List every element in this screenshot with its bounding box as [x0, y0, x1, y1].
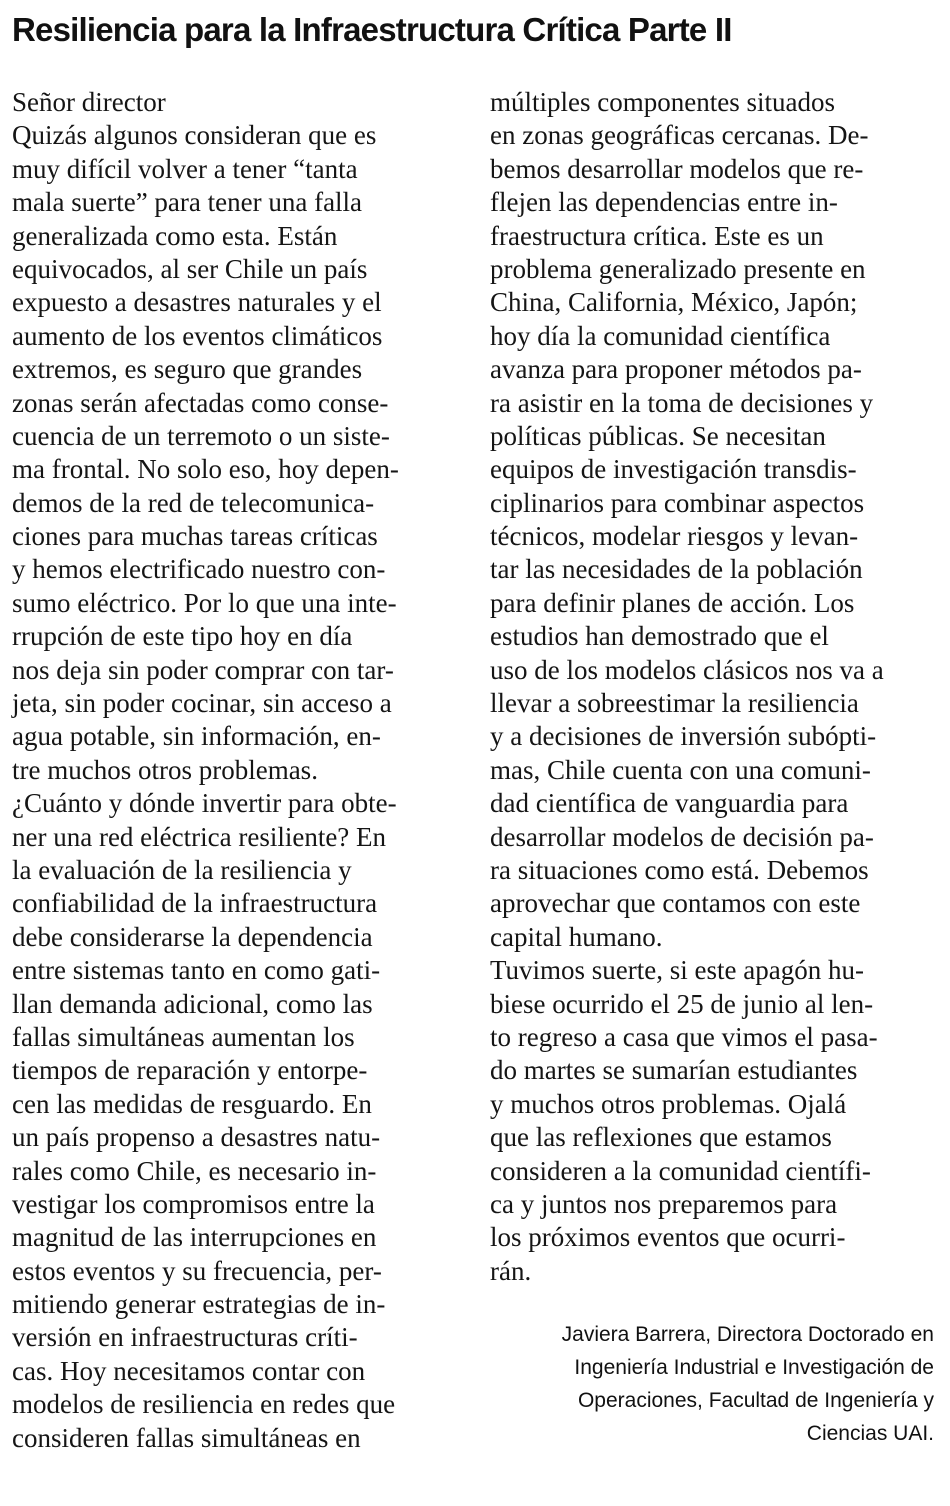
- body-line: to regreso a casa que vimos el pasa-: [490, 1021, 878, 1052]
- body-line: Tuvimos suerte, si este apagón hu-: [490, 955, 864, 986]
- body-line: generalizada como esta. Están: [12, 220, 338, 251]
- body-line: nos deja sin poder comprar con tar-: [12, 654, 394, 685]
- signature-line: Operaciones, Facultad de Ingeniería y: [577, 1389, 934, 1412]
- body-line: en zonas geográficas cercanas. De-: [490, 120, 869, 151]
- signature-line: Ingeniería Industrial e Investigación de: [574, 1356, 934, 1379]
- body-line: aumento de los eventos climáticos: [12, 320, 383, 351]
- body-line: confiabilidad de la infraestructura: [12, 888, 378, 919]
- body-line: los próximos eventos que ocurri-: [490, 1222, 846, 1253]
- body-line: do martes se sumarían estudiantes: [490, 1055, 858, 1086]
- body-line: consideren fallas simultáneas en: [12, 1422, 361, 1453]
- body-line: llevar a sobreestimar la resiliencia: [490, 688, 859, 719]
- body-line: agua potable, sin información, en-: [12, 721, 381, 752]
- body-line: flejen las dependencias entre in-: [490, 187, 838, 218]
- body-line: que las reflexiones que estamos: [490, 1122, 832, 1153]
- body-line: biese ocurrido el 25 de junio al len-: [490, 988, 874, 1019]
- body-line: mitiendo generar estrategias de in-: [12, 1289, 386, 1320]
- body-line: ciones para muchas tareas críticas: [12, 521, 378, 552]
- body-line: cen las medidas de resguardo. En: [12, 1088, 372, 1119]
- body-line: rales como Chile, es necesario in-: [12, 1155, 377, 1186]
- body-line: estos eventos y su frecuencia, per-: [12, 1255, 382, 1286]
- body-line: tiempos de reparación y entorpe-: [12, 1055, 368, 1086]
- left-column: [12, 86, 457, 1455]
- body-line: la evaluación de la resiliencia y: [12, 854, 352, 885]
- body-line: cas. Hoy necesitamos contar con: [12, 1355, 366, 1386]
- author-signature: [474, 1318, 934, 1450]
- body-line: ciplinarios para combinar aspectos: [490, 487, 865, 518]
- body-line: un país propenso a desastres natu-: [12, 1122, 381, 1153]
- body-line: bemos desarrollar modelos que re-: [490, 153, 864, 184]
- body-line: cuencia de un terremoto o un siste-: [12, 420, 390, 451]
- body-line: ra situaciones como está. Debemos: [490, 854, 869, 885]
- body-line: rrupción de este tipo hoy en día: [12, 621, 353, 652]
- body-line: y muchos otros problemas. Ojalá: [490, 1088, 847, 1119]
- body-line: rán.: [490, 1255, 532, 1286]
- body-line: problema generalizado presente en: [490, 253, 866, 284]
- body-line: muy difícil volver a tener “tanta: [12, 153, 358, 184]
- body-line: aprovechar que contamos con este: [490, 888, 861, 919]
- body-line: y hemos electrificado nuestro con-: [12, 554, 386, 585]
- body-line: uso de los modelos clásicos nos va a: [490, 654, 884, 685]
- body-line: ner una red eléctrica resiliente? En: [12, 821, 387, 852]
- body-line: dad científica de vanguardia para: [490, 788, 849, 819]
- body-line: expuesto a desastres naturales y el: [12, 287, 382, 318]
- body-line: llan demanda adicional, como las: [12, 988, 373, 1019]
- body-line: desarrollar modelos de decisión pa-: [490, 821, 874, 852]
- body-line: hoy día la comunidad científica: [490, 320, 831, 351]
- body-line: China, California, México, Japón;: [490, 287, 858, 318]
- salutation: Señor director: [12, 87, 166, 117]
- body-line: Quizás algunos consideran que es: [12, 120, 377, 151]
- body-line: zonas serán afectadas como conse-: [12, 387, 389, 418]
- body-line: mas, Chile cuenta con una comuni-: [490, 754, 871, 785]
- body-line: mala suerte” para tener una falla: [12, 187, 363, 218]
- body-line: vestigar los compromisos entre la: [12, 1188, 375, 1219]
- body-line: extremos, es seguro que grandes: [12, 354, 363, 385]
- body-line: equipos de investigación transdis-: [490, 454, 857, 485]
- body-line: avanza para proponer métodos pa-: [490, 354, 862, 385]
- body-line: fraestructura crítica. Este es un: [490, 220, 824, 251]
- body-line: demos de la red de telecomunica-: [12, 487, 375, 518]
- body-line: magnitud de las interrupciones en: [12, 1222, 377, 1253]
- body-line: versión en infraestructuras críti-: [12, 1322, 358, 1353]
- body-line: capital humano.: [490, 921, 663, 952]
- body-line: jeta, sin poder cocinar, sin acceso a: [12, 688, 392, 719]
- body-line: equivocados, al ser Chile un país: [12, 253, 368, 284]
- body-line: entre sistemas tanto en como gati-: [12, 955, 381, 986]
- body-line: y a decisiones de inversión subópti-: [490, 721, 877, 752]
- body-line: ¿Cuánto y dónde invertir para obte-: [12, 788, 397, 819]
- body-line: políticas públicas. Se necesitan: [490, 420, 826, 451]
- body-line: técnicos, modelar riesgos y levan-: [490, 521, 859, 552]
- body-line: consideren a la comunidad científi-: [490, 1155, 871, 1186]
- body-line: modelos de resiliencia en redes que: [12, 1389, 396, 1420]
- body-line: ra asistir en la toma de decisiones y: [490, 387, 874, 418]
- body-line: ma frontal. No solo eso, hoy depen-: [12, 454, 399, 485]
- body-line: ca y juntos nos preparemos para: [490, 1188, 838, 1219]
- body-line: para definir planes de acción. Los: [490, 587, 855, 618]
- right-column: [490, 86, 938, 1288]
- body-line: tre muchos otros problemas.: [12, 754, 318, 785]
- body-line: múltiples componentes situados: [490, 87, 835, 117]
- body-line: fallas simultáneas aumentan los: [12, 1021, 355, 1052]
- body-line: debe considerarse la dependencia: [12, 921, 373, 952]
- article-headline: Resiliencia para la Infraestructura Crítica Parte II: [12, 11, 732, 48]
- body-line: sumo eléctrico. Por lo que una inte-: [12, 587, 397, 618]
- signature-line: Ciencias UAI.: [806, 1422, 934, 1445]
- body-line: estudios han demostrado que el: [490, 621, 829, 652]
- body-line: tar las necesidades de la población: [490, 554, 863, 585]
- signature-line: Javiera Barrera, Directora Doctorado en: [561, 1323, 934, 1346]
